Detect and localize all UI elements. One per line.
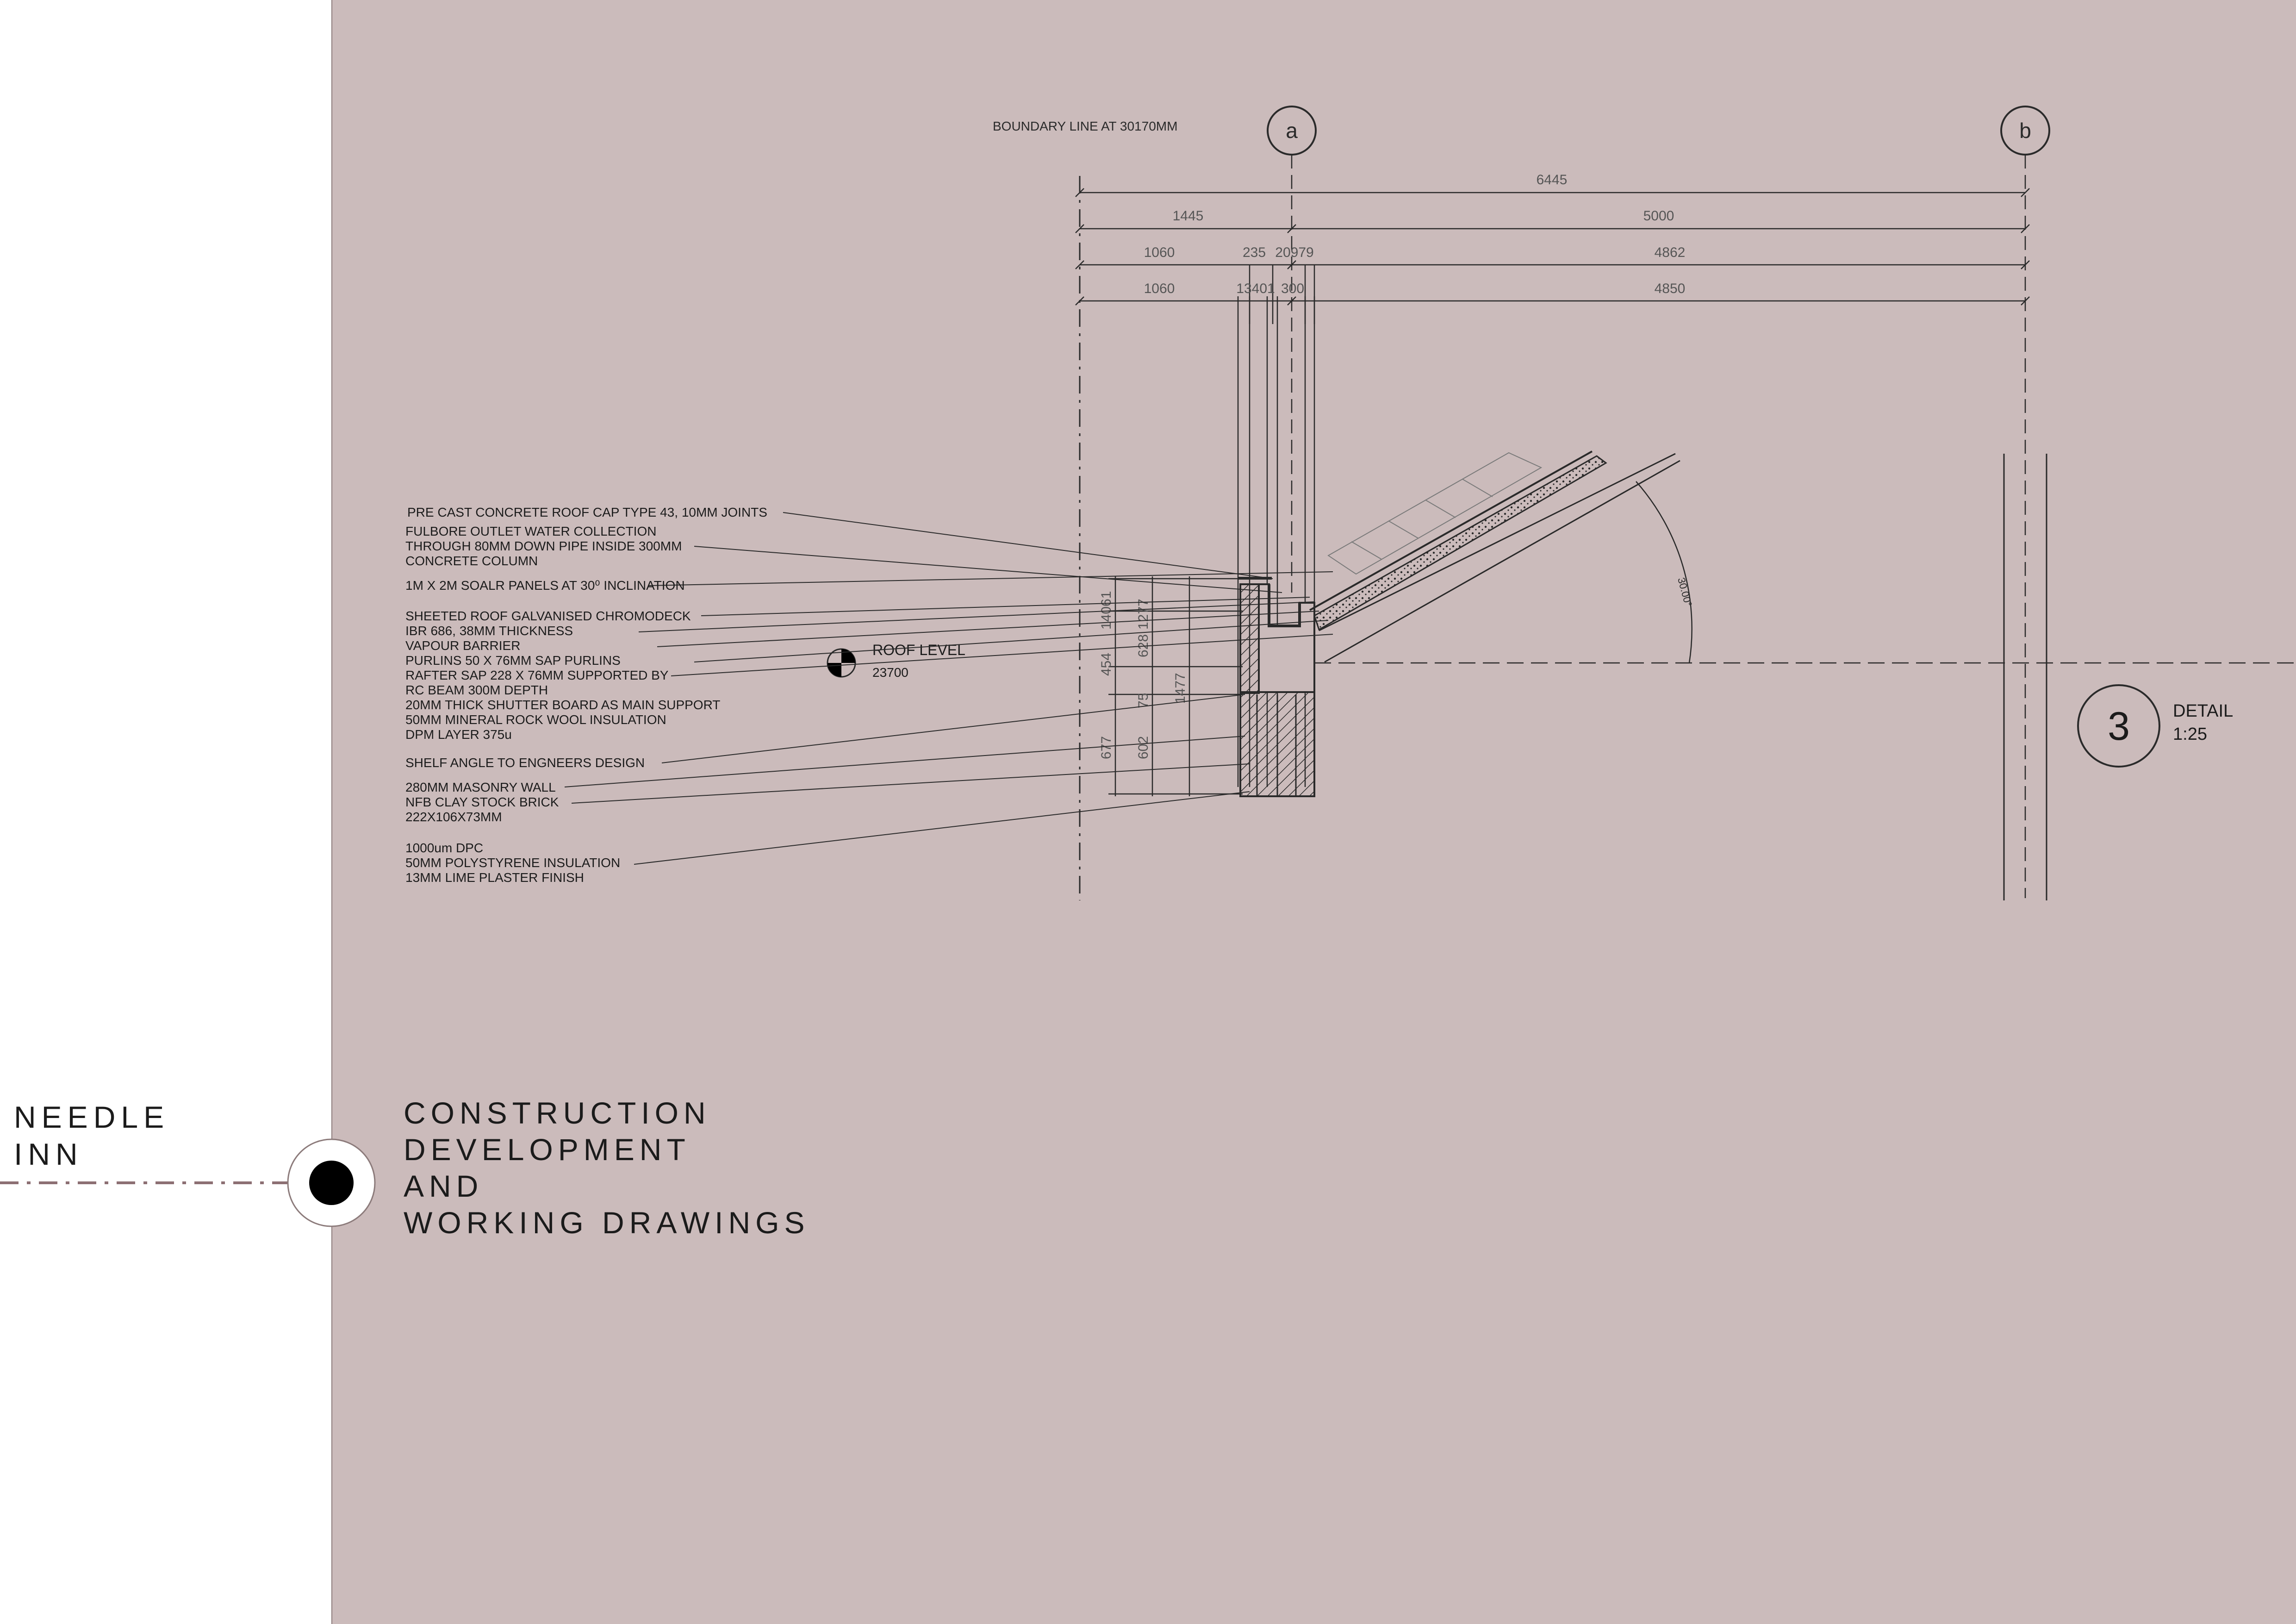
project-name-line-2: INN bbox=[14, 1137, 83, 1171]
note-leaders bbox=[565, 512, 1333, 864]
note-wall-3: 222X106X73MM bbox=[405, 810, 502, 824]
vertical-dimension-text bbox=[1099, 591, 1188, 759]
grid-label-b: b bbox=[2019, 119, 2031, 143]
roof-buildup bbox=[1310, 451, 1694, 663]
dim-235: 235 bbox=[1242, 245, 1266, 260]
detail-scale: 1:25 bbox=[2173, 725, 2207, 744]
dim-300: 300 bbox=[1281, 281, 1305, 296]
note-outlet-3: CONCRETE COLUMN bbox=[405, 554, 538, 568]
vdim-602: 602 bbox=[1136, 736, 1151, 759]
roof-pitch-label: 30.00° bbox=[1675, 576, 1694, 608]
detail-label: DETAIL bbox=[2173, 701, 2234, 721]
vdim-628: 628 bbox=[1136, 634, 1151, 657]
dim-20979: 20979 bbox=[1275, 245, 1314, 260]
project-name bbox=[14, 1099, 169, 1173]
note-dpc-2: 50MM POLYSTYRENE INSULATION bbox=[405, 856, 621, 870]
note-roof-8: 50MM MINERAL ROCK WOOL INSULATION bbox=[405, 712, 666, 727]
note-roof-3: VAPOUR BARRIER bbox=[405, 638, 521, 653]
note-roof-6: RC BEAM 300M DEPTH bbox=[405, 683, 548, 697]
note-outlet-1: FULBORE OUTLET WATER COLLECTION bbox=[405, 524, 657, 538]
vdim-1477: 1477 bbox=[1173, 673, 1188, 704]
note-solar: 1M X 2M SOALR PANELS AT 30⁰ INCLINATION bbox=[405, 578, 685, 593]
marker-dot bbox=[309, 1161, 354, 1205]
roof-pitch-arc bbox=[1636, 481, 1692, 663]
detail-number: 3 bbox=[2108, 704, 2130, 749]
vdim-14061: 14061 bbox=[1099, 591, 1114, 630]
sheet-title-line-3: AND bbox=[404, 1169, 484, 1203]
sheet-title-line-4: WORKING DRAWINGS bbox=[404, 1206, 810, 1240]
sheet-title-line-2: DEVELOPMENT bbox=[404, 1132, 691, 1167]
vdim-454: 454 bbox=[1099, 652, 1114, 676]
dim-4862: 4862 bbox=[1654, 245, 1686, 260]
vdim-677: 677 bbox=[1099, 736, 1114, 759]
drawing-content bbox=[405, 106, 2296, 900]
note-wall-1: 280MM MASONRY WALL bbox=[405, 780, 556, 794]
note-roof-5: RAFTER SAP 228 X 76MM SUPPORTED BY bbox=[405, 668, 669, 682]
roof-level-label: ROOF LEVEL bbox=[872, 642, 965, 658]
note-outlet-2: THROUGH 80MM DOWN PIPE INSIDE 300MM bbox=[405, 539, 682, 553]
dim-6445: 6445 bbox=[1536, 172, 1568, 187]
roof-insulation bbox=[1314, 456, 1606, 630]
note-roof-cap: PRE CAST CONCRETE ROOF CAP TYPE 43, 10MM JOINTS bbox=[407, 505, 767, 519]
wall-section bbox=[1238, 578, 1314, 796]
dim-13401: 13401 bbox=[1236, 281, 1275, 296]
note-dpc-1: 1000um DPC bbox=[405, 841, 484, 855]
note-roof-1: SHEETED ROOF GALVANISED CHROMODECK bbox=[405, 609, 691, 623]
rafter-top bbox=[1319, 454, 1675, 631]
roof-sheet bbox=[1310, 451, 1592, 610]
note-wall-2: NFB CLAY STOCK BRICK bbox=[405, 795, 559, 809]
dim-1060-b: 1060 bbox=[1144, 281, 1175, 296]
note-roof-4: PURLINS 50 X 76MM SAP PURLINS bbox=[405, 653, 621, 668]
grid-label-a: a bbox=[1286, 119, 1298, 143]
vdim-1277: 1277 bbox=[1136, 599, 1151, 630]
note-dpc-3: 13MM LIME PLASTER FINISH bbox=[405, 870, 584, 885]
roof-level-value: 23700 bbox=[872, 665, 908, 680]
dim-1445: 1445 bbox=[1172, 208, 1204, 224]
vdim-75: 75 bbox=[1136, 693, 1151, 708]
note-roof-9: DPM LAYER 375u bbox=[405, 727, 512, 742]
sheet-title bbox=[404, 1095, 810, 1241]
dimension-text bbox=[1144, 172, 1686, 296]
dim-1060-a: 1060 bbox=[1144, 245, 1175, 260]
boundary-label: BOUNDARY LINE AT 30170MM bbox=[993, 119, 1178, 133]
note-roof-2: IBR 686, 38MM THICKNESS bbox=[405, 624, 573, 638]
gutter bbox=[1269, 584, 1300, 626]
dim-5000: 5000 bbox=[1643, 208, 1674, 224]
construction-notes bbox=[405, 505, 767, 885]
note-shelf-angle: SHELF ANGLE TO ENGNEERS DESIGN bbox=[405, 756, 645, 770]
dim-4850: 4850 bbox=[1654, 281, 1686, 296]
project-name-line-1: NEEDLE bbox=[14, 1100, 170, 1134]
sheet-title-line-1: CONSTRUCTION bbox=[404, 1096, 711, 1130]
note-roof-7: 20MM THICK SHUTTER BOARD AS MAIN SUPPORT bbox=[405, 698, 721, 712]
